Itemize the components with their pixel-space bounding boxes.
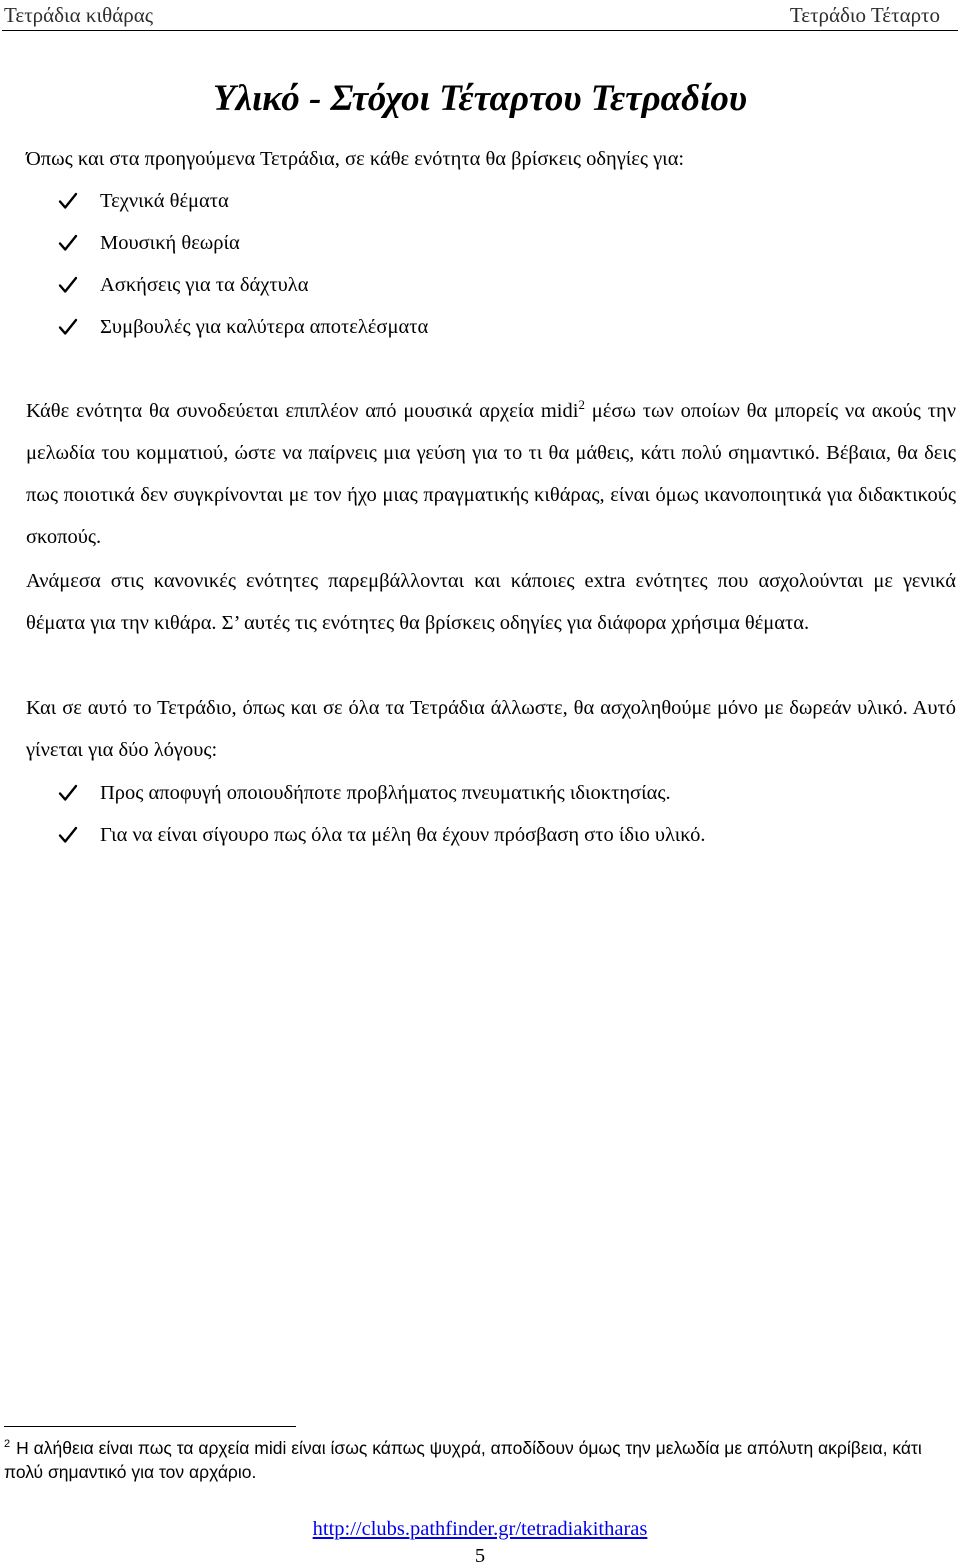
footnote-text: Η αλήθεια είναι πως τα αρχεία midi είναι ίσως κάπως ψυχρά, αποδίδουν όμως την μελωδία με απόλυτη ακρίβεια, κάτι πολύ σημαντικό για τον αρχάριο. <box>4 1438 922 1482</box>
checklist-item <box>58 264 428 306</box>
checklist-item-label: Ασκήσεις για τα δάχτυλα <box>100 274 309 296</box>
checkmark-icon <box>58 180 82 222</box>
checklist-item <box>58 222 428 264</box>
topics-checklist <box>58 180 428 348</box>
checkmark-icon <box>58 306 82 348</box>
checklist-item-label: Για να είναι σίγουρο πως όλα τα μέλη θα έχουν πρόσβαση στο ίδιο υλικό. <box>100 824 706 846</box>
checklist-item-label: Προς αποφυγή οποιουδήποτε προβλήματος πνευματικής ιδιοκτησίας. <box>100 782 671 804</box>
header-divider <box>2 30 958 31</box>
checklist-item-label: Μουσική θεωρία <box>100 232 240 254</box>
midi-paragraph-start: Κάθε ενότητα θα συνοδεύεται επιπλέον από μουσικά αρχεία midi <box>26 400 579 422</box>
header-left-title: Τετράδια κιθάρας <box>4 3 154 27</box>
checklist-item <box>58 814 706 856</box>
checklist-item <box>58 180 428 222</box>
footer <box>0 1516 960 1542</box>
footnote <box>4 1436 956 1484</box>
footnote-divider <box>4 1426 296 1427</box>
midi-paragraph-end: μέσω των οποίων θα μπορείς να ακούς την μελωδία του κομματιού, ώστε να παίρνεις μια γεύση για το τι θα μάθεις, κάτι πολύ σημαντικό. Βέβαια, θα δεις πως ποιοτικά δεν συγκρίνονται με τον ήχο μιας πραγματικής κιθάρας, είναι όμως ικανοποιητικά για διδακτικούς σκοπούς. <box>26 400 956 548</box>
checkmark-icon <box>58 772 82 814</box>
checklist-item-label: Τεχνικά θέματα <box>100 190 229 212</box>
footnote-number: 2 <box>4 1438 11 1451</box>
reasons-checklist <box>58 772 706 856</box>
intro-paragraph: Όπως και στα προηγούμενα Τετράδια, σε κάθε ενότητα θα βρίσκεις οδηγίες για: <box>26 148 685 170</box>
page-number: 5 <box>474 1545 486 1567</box>
page-title: Υλικό - Στόχοι Τέταρτου Τετραδίου <box>213 78 747 119</box>
midi-paragraph <box>26 390 956 558</box>
checkmark-icon <box>58 814 82 856</box>
free-material-paragraph: Και σε αυτό το Τετράδιο, όπως και σε όλα τα Τετράδια άλλωστε, θα ασχοληθούμε μόνο με δωρεάν υλικό. Αυτό γίνεται για δύο λόγους: <box>26 697 956 761</box>
checkmark-icon <box>58 264 82 306</box>
extra-sections-paragraph: Ανάμεσα στις κανονικές ενότητες παρεμβάλλονται και κάποιες extra ενότητες που ασχολούνται με γενικά θέματα για την κιθάρα. Σ’ αυτές τις ενότητες θα βρίσκεις οδηγίες για διάφορα χρήσιμα θέματα. <box>26 570 956 634</box>
checklist-item <box>58 306 428 348</box>
footnote-reference: 2 <box>578 397 585 413</box>
checkmark-icon <box>58 222 82 264</box>
checklist-item-label: Συμβουλές για καλύτερα αποτελέσματα <box>100 316 429 338</box>
checklist-item <box>58 772 706 814</box>
website-link[interactable]: http://clubs.pathfinder.gr/tetradiakitharas <box>312 1518 648 1540</box>
header-right-title: Τετράδιο Τέταρτο <box>789 3 940 27</box>
